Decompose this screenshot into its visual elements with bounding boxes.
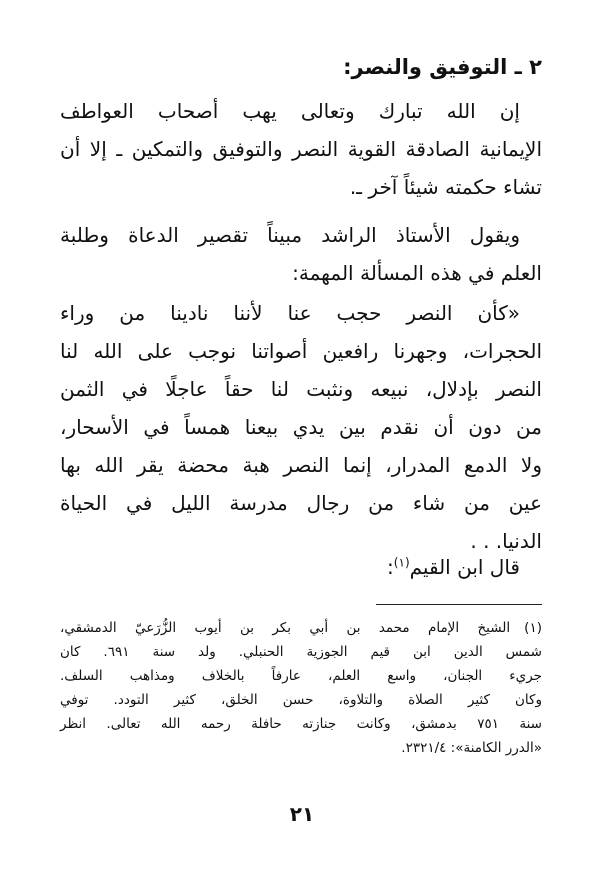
page-number: ٢١ xyxy=(289,802,315,826)
paragraph-line: الإيمانية الصادقة القوية النصر والتوفيق والتمكين ـ إلا أن xyxy=(60,137,542,161)
quote-line: من دون أن نقدم بين يدي بيعنا همساً في الأسحار، xyxy=(60,415,542,439)
footnote-number: (١) xyxy=(524,620,542,636)
footnote-line: «الدرر الكامنة»: ٢٣٢١/٤. xyxy=(401,740,542,756)
paragraph-line: تشاء حكمته شيئاً آخر ـ. xyxy=(349,175,542,199)
footnote-line: الشيخ الإمام محمد بن أبي بكر بن أيوب الزُّرَعيّ الدمشقي، xyxy=(60,620,511,636)
footnote-line: سنة ٧٥١ بدمشق، وكانت جنازته حافلة رحمه الله تعالى. انظر xyxy=(60,716,542,732)
footnote-line-first xyxy=(60,616,542,640)
citation-text: قال ابن القيم xyxy=(409,555,520,579)
quote-line: ولا الدمع المدرار، إنما النصر هبة محضة يقر الله بها xyxy=(60,453,542,477)
citation xyxy=(60,548,542,586)
quote-line: الدنيا. . . xyxy=(470,529,542,553)
footnote-marker: (١) xyxy=(393,555,410,570)
footnote-divider xyxy=(376,604,542,605)
paragraph-1 xyxy=(60,92,542,206)
section-heading: ٢ ـ التوفيق والنصر: xyxy=(343,55,542,79)
footnote xyxy=(60,616,542,760)
quote-line: «كأن النصر حجب عنا لأننا نادينا من وراء xyxy=(60,301,520,325)
quote-line: الحجرات، وجهرنا رافعين أصواتنا نوجب على الله لنا xyxy=(60,339,542,363)
citation-colon: : xyxy=(387,555,394,579)
paragraph-2 xyxy=(60,216,542,292)
paragraph-line: العلم في هذه المسألة المهمة: xyxy=(292,261,542,285)
citation-line xyxy=(60,548,542,586)
quote-paragraph xyxy=(60,294,542,560)
footnote-line: شمس الدين ابن قيم الجوزية الحنبلي. ولد سنة ٦٩١. كان xyxy=(60,644,542,660)
paragraph-line: إن الله تبارك وتعالى يهب أصحاب العواطف xyxy=(60,99,520,123)
footnote-line: جريء الجنان، واسع العلم، عارفاً بالخلاف ومذاهب السلف. xyxy=(60,668,542,684)
quote-line: عين من شاء من رجال مدرسة الليل في الحياة xyxy=(60,491,542,515)
footnote-line: وكان كثير الصلاة والتلاوة، حسن الخلق، كثير التودد. توفي xyxy=(60,692,542,708)
paragraph-line: ويقول الأستاذ الراشد مبيناً تقصير الدعاة وطلبة xyxy=(60,223,520,247)
quote-line: النصر بإدلال، نبيعه ونثبت لنا حقاً عاجلًا في الثمن xyxy=(60,377,542,401)
